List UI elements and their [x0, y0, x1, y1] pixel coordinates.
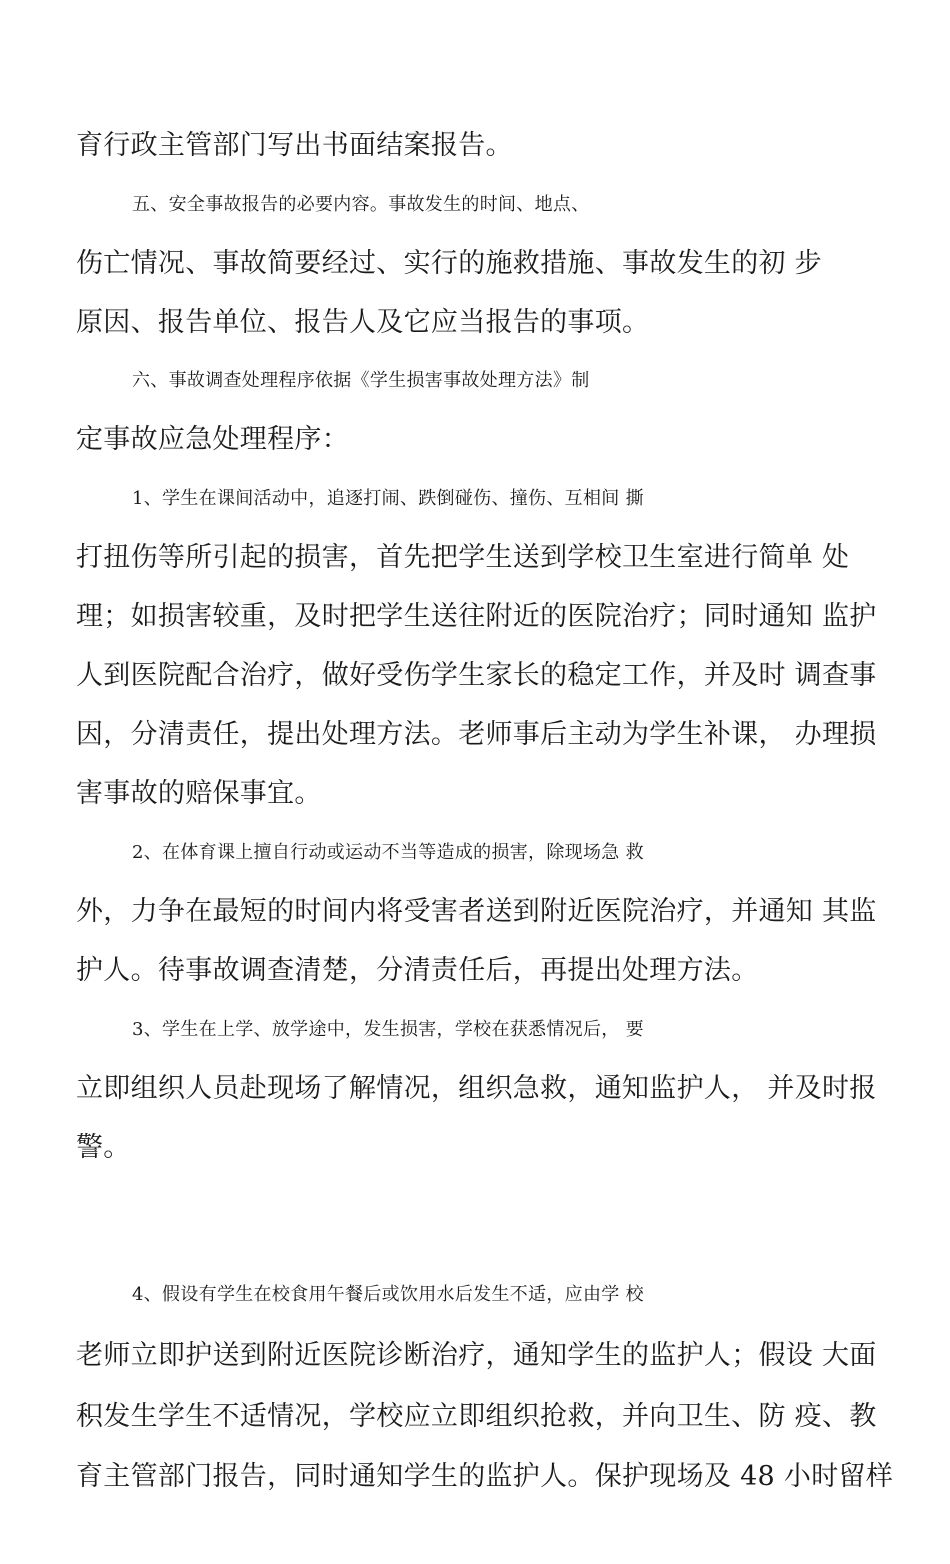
text-line: 原因、报告单位、报告人及它应当报告的事项。 — [76, 307, 650, 338]
text-line: 因，分清责任，提出处理方法。老师事后主动为学生补课， 办理损 — [76, 719, 877, 750]
text-line: 2、在体育课上擅自行动或运动不当等造成的损害，除现场急 救 — [132, 842, 644, 863]
text-line: 人到医院配合治疗，做好受伤学生家长的稳定工作，并及时 调查事 — [76, 660, 877, 691]
text-line: 六、事故调查处理程序依据《学生损害事故处理方法》制 — [132, 370, 590, 391]
text-line: 定事故应急处理程序： — [76, 424, 349, 455]
text-line: 伤亡情况、事故简要经过、实行的施救措施、事故发生的初 步 — [76, 248, 822, 279]
text-line: 老师立即护送到附近医院诊断治疗，通知学生的监护人；假设 大面 — [76, 1340, 877, 1371]
text-line: 4、假设有学生在校食用午餐后或饮用水后发生不适，应由学 校 — [132, 1284, 644, 1305]
text-line: 五、安全事故报告的必要内容。事故发生的时间、地点、 — [132, 194, 590, 215]
text-line: 育主管部门报告，同时通知学生的监护人。保护现场及 48 小时留样 — [76, 1461, 894, 1492]
text-line: 1、学生在课间活动中，追逐打闹、跌倒碰伤、撞伤、互相间 撕 — [132, 488, 644, 509]
text-line: 积发生学生不适情况，学校应立即组织抢救，并向卫生、防 疫、教 — [76, 1401, 877, 1432]
text-line: 立即组织人员赴现场了解情况，组织急救，通知监护人， 并及时报 — [76, 1073, 877, 1104]
text-line: 3、学生在上学、放学途中，发生损害，学校在获悉情况后， 要 — [132, 1019, 644, 1040]
text-line: 警。 — [76, 1132, 131, 1163]
text-line: 理；如损害较重，及时把学生送往附近的医院治疗；同时通知 监护 — [76, 601, 877, 632]
text-line: 害事故的赔保事宜。 — [76, 778, 322, 809]
text-line: 育行政主管部门写出书面结案报告。 — [76, 130, 513, 161]
text-line: 护人。待事故调查清楚，分清责任后，再提出处理方法。 — [76, 955, 759, 986]
text-line: 打扭伤等所引起的损害，首先把学生送到学校卫生室进行简单 处 — [76, 542, 850, 573]
text-line: 外，力争在最短的时间内将受害者送到附近医院治疗，并通知 其监 — [76, 896, 877, 927]
